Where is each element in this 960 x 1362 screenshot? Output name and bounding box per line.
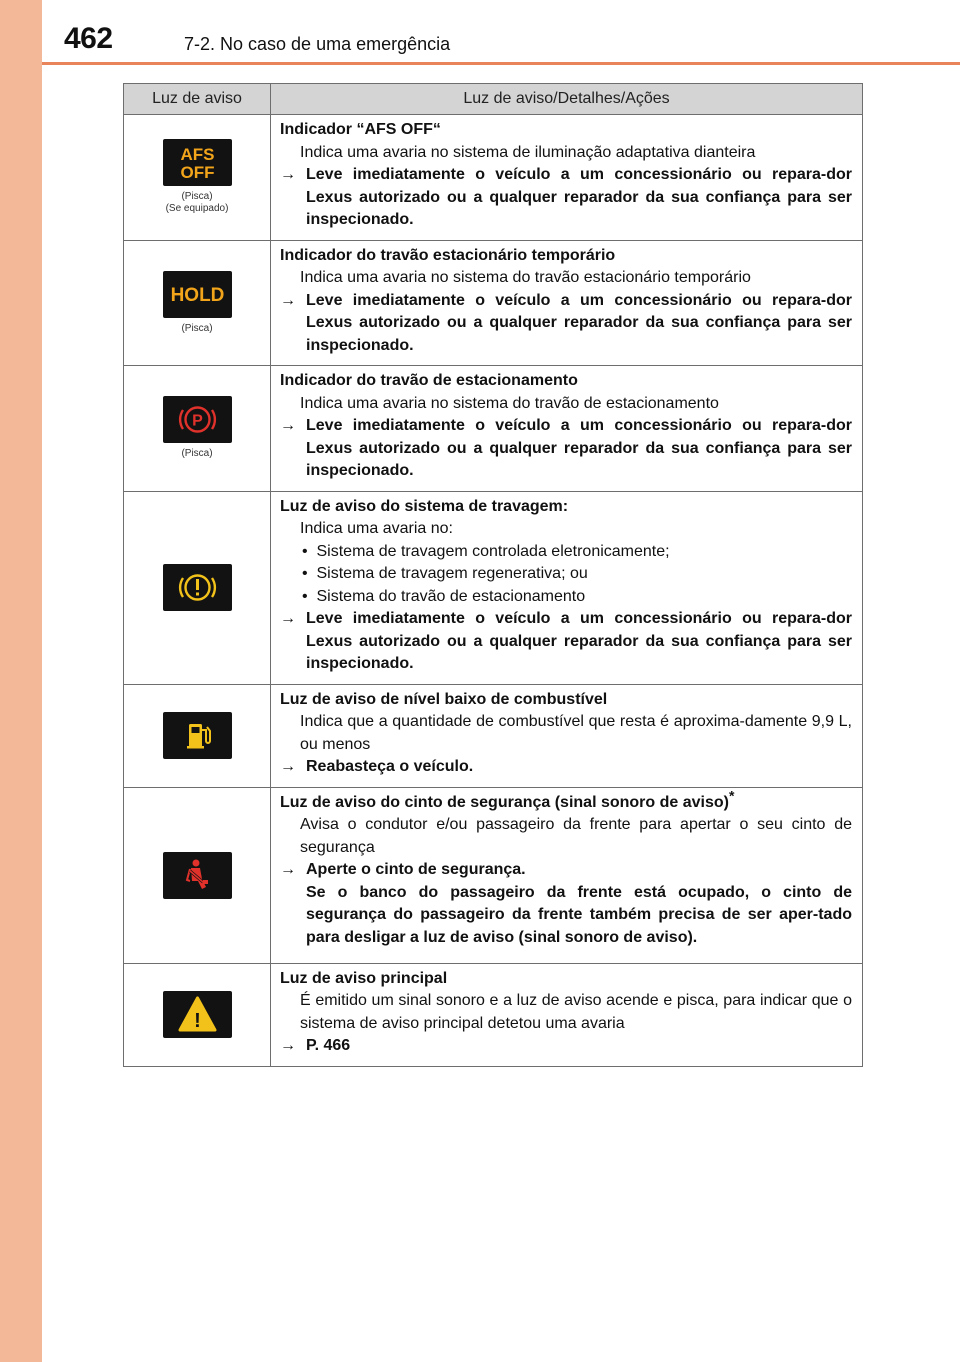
icon-note: (Pisca) bbox=[181, 322, 213, 334]
row-description: É emitido um sinal sonoro e a luz de aviso acende e pisca, para indicar que o sistema de aviso principal detetou uma avaria bbox=[300, 992, 852, 1032]
arrow-icon: → bbox=[280, 758, 296, 775]
arrow-icon: → bbox=[280, 1037, 296, 1054]
row-title: Indicador do travão de estacionamento bbox=[280, 372, 578, 389]
row-title: Luz de aviso do cinto de segurança (sinal sonoro de aviso)* bbox=[280, 787, 735, 811]
arrow-icon: → bbox=[280, 610, 296, 627]
row-description: Avisa o condutor e/ou passageiro da frente para apertar o seu cinto de segurança bbox=[300, 816, 852, 856]
warning-lights-table bbox=[123, 83, 863, 1067]
table-row bbox=[124, 491, 863, 684]
fuel-pump-icon bbox=[163, 712, 232, 759]
arrow-icon: → bbox=[280, 166, 296, 183]
icon-note: (Pisca) bbox=[181, 191, 213, 203]
svg-text:HOLD: HOLD bbox=[170, 284, 224, 306]
row-description: Indica uma avaria no sistema do travão de estacionamento bbox=[300, 394, 719, 412]
icon-cell bbox=[124, 963, 271, 1066]
afs-off-icon bbox=[163, 139, 232, 186]
svg-text:!: ! bbox=[193, 1010, 201, 1032]
row-title: Indicador do travão estacionário temporário bbox=[280, 246, 616, 264]
row-action bbox=[280, 1035, 852, 1058]
row-action-detail: Se o banco do passageiro da frente está ocupado, o cinto de segurança do passageiro da frente também precisa de ser aper-tado para desligar a luz de aviso (sinal sonoro de aviso). bbox=[306, 883, 852, 946]
arrow-icon: → bbox=[280, 861, 296, 878]
brake-system-icon bbox=[163, 564, 232, 611]
row-title: Luz de aviso principal bbox=[280, 969, 448, 987]
list-item: • Sistema do travão de estacionamento bbox=[302, 587, 586, 605]
row-action: → Leve imediatamente o veículo a um concessionário ou repara-dor Lexus autorizado ou a qualquer reparador da sua confiança para ser inspecionado. bbox=[280, 417, 852, 479]
icon-note-equipped: (Se equipado) bbox=[165, 203, 229, 215]
row-description: Indica uma avaria no sistema de iluminação adaptativa dianteira bbox=[300, 143, 756, 161]
svg-text:P: P bbox=[191, 412, 203, 430]
row-title: Luz de aviso do sistema de travagem: bbox=[280, 497, 569, 515]
hold-icon bbox=[163, 271, 232, 318]
list-item: • Sistema de travagem regenerativa; ou bbox=[302, 565, 588, 582]
arrow-icon: → bbox=[280, 291, 296, 309]
detail-cell bbox=[271, 240, 863, 366]
icon-cell bbox=[124, 684, 271, 787]
icon-cell bbox=[124, 366, 271, 492]
icon-note: (Pisca) bbox=[181, 448, 213, 460]
parking-brake-icon bbox=[163, 396, 232, 443]
detail-cell bbox=[271, 684, 863, 787]
row-action: → Leve imediatamente o veículo a um concessionário ou repara-dor Lexus autorizado ou a qualquer reparador da sua confiança para ser inspecionado. bbox=[280, 610, 852, 672]
icon-cell bbox=[124, 240, 271, 366]
column-header-light: Luz de aviso bbox=[124, 84, 271, 115]
row-title: Indicador “AFS OFF“ bbox=[280, 121, 441, 138]
seatbelt-icon bbox=[163, 852, 232, 899]
table-header-row bbox=[124, 84, 863, 115]
master-warning-icon bbox=[163, 991, 232, 1038]
row-action: → Leve imediatamente o veículo a um concessionário ou repara-dor Lexus autorizado ou a qualquer reparador da sua confiança para ser inspecionado. bbox=[280, 166, 852, 228]
row-action: → Aperte o cinto de segurança. bbox=[280, 859, 852, 882]
section-title: 7-2. No caso de uma emergência bbox=[184, 34, 451, 54]
row-title: Luz de aviso de nível baixo de combustível bbox=[280, 690, 608, 708]
table-row bbox=[124, 115, 863, 241]
row-action: → Reabasteça o veículo. bbox=[280, 756, 852, 779]
detail-cell bbox=[271, 115, 863, 241]
header-rule bbox=[42, 62, 960, 65]
table-row bbox=[124, 963, 863, 1066]
icon-cell bbox=[124, 115, 271, 241]
column-header-details: Luz de aviso/Detalhes/Ações bbox=[271, 84, 863, 115]
detail-cell bbox=[271, 963, 863, 1066]
page-number: 462 bbox=[64, 22, 113, 55]
table-row bbox=[124, 787, 863, 963]
table-row bbox=[124, 366, 863, 492]
row-description: Indica uma avaria no sistema do travão estacionário temporário bbox=[300, 269, 751, 286]
arrow-icon: → bbox=[280, 417, 296, 434]
list-item: • Sistema de travagem controlada eletronicamente; bbox=[302, 542, 670, 560]
detail-cell bbox=[271, 787, 863, 963]
table-row bbox=[124, 684, 863, 787]
svg-text:OFF: OFF bbox=[180, 163, 214, 183]
detail-cell bbox=[271, 491, 863, 684]
icon-cell bbox=[124, 787, 271, 963]
table-row bbox=[124, 240, 863, 366]
detail-cell bbox=[271, 366, 863, 492]
page-margin-tab bbox=[0, 0, 42, 1362]
svg-text:AFS: AFS bbox=[180, 145, 214, 165]
row-description: Indica que a quantidade de combustível que resta é aproxima-damente 9,9 L, ou menos bbox=[300, 713, 852, 753]
row-description: Indica uma avaria no: bbox=[300, 520, 453, 537]
page-header bbox=[64, 22, 960, 62]
page-reference-link[interactable]: P. 466 bbox=[306, 1037, 351, 1054]
footnote-mark: * bbox=[728, 787, 735, 804]
row-action: → Leve imediatamente o veículo a um concessionário ou repara-dor Lexus autorizado ou a qualquer reparador da sua confiança para ser inspecionado. bbox=[280, 291, 852, 354]
icon-cell bbox=[124, 491, 271, 684]
